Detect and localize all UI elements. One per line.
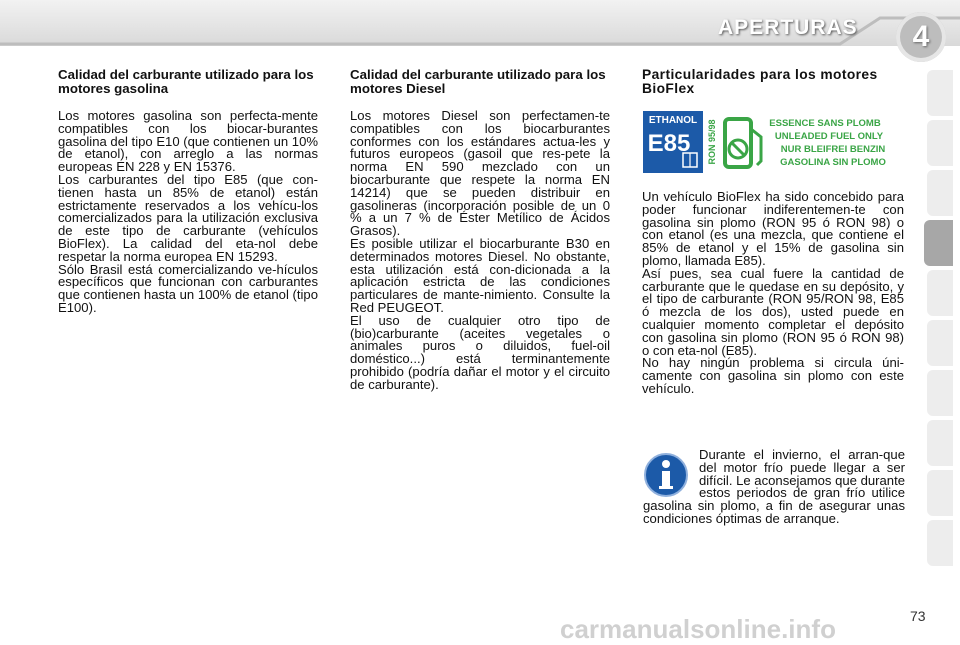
bioflex-paragraph: No hay ningún problema si circula úni-camente con gasolina sin plomo con este vehículo.	[642, 355, 904, 396]
gasoline-paragraph: Sólo Brasil está comercializando ve-hículos específicos que funcionan con carburantes que contienen hasta un 100% de etanol (tipo E100).	[58, 261, 318, 315]
diesel-paragraph: Es posible utilizar el biocarburante B30 en determinados motores Diesel. No obstante, esta utilización está con-dicionada a la aplicación estricta de las condiciones particulares de mante-nimiento. Consulte la Red PEUGEOT.	[350, 235, 610, 315]
gasoline-section	[58, 68, 318, 315]
diesel-paragraph: El uso de cualquier otro tipo de (bio)carburante (aceites vegetales o animales puros o diluidos, fuel-oil doméstico...) está terminantemente prohibido (podría dañar el motor y el circuito de carburante).	[350, 312, 610, 392]
watermark: carmanualsonline.info	[560, 614, 836, 644]
side-tab[interactable]	[927, 70, 953, 116]
side-tab[interactable]	[927, 320, 953, 366]
fuel-label-graphic	[643, 111, 911, 175]
chapter-title: APERTURAS	[718, 16, 858, 39]
side-tab[interactable]	[927, 520, 953, 566]
bioflex-paragraph: Así pues, sea cual fuere la cantidad de carburante que le quedase en su depósito, y el tipo de carburante (RON 95/RON 98, E85 ó mezcla de los dos), usted puede en cualquier momento completar el depósito con gasolina sin plomo (RON 95 ó RON 98) o con eta-nol (E85).	[642, 265, 904, 358]
gasoline-heading: Calidad del carburante utilizado para los motores gasolina	[58, 67, 314, 96]
info-icon	[643, 452, 689, 498]
fuel-line: ESSENCE SANS PLOMB	[769, 118, 881, 129]
fuel-line: GASOLINA SIN PLOMO	[780, 157, 886, 168]
side-tab[interactable]	[927, 420, 953, 466]
chapter-number: 4	[912, 20, 930, 53]
side-tab[interactable]	[927, 120, 953, 166]
bioflex-heading: Particularidades para los motores BioFlex	[642, 67, 878, 96]
ethanol-text: ETHANOL	[648, 115, 698, 126]
diesel-paragraph: Los motores Diesel son perfectamen-te compatibles con los biocarburantes conformes con los estándares actua-les y futuros europeos (gasoil que res-pete la norma EN 590 mezclado con un biocarburante que respete la norma EN 14214) que se pueden distribuir en gasolineras (incorporación posible de un 0 % a un 7 % de Éster Metílico de Ácidos Grasos).	[350, 108, 610, 239]
gasoline-paragraph: Los carburantes del tipo E85 (que con-tienen hasta un 85% de etanol) están estrictamente reservados a los vehícu-los comercializados para la utilización exclusiva de este tipo de carburante (vehículos BioFlex). La calidad del eta-nol debe respetar la norma europea EN 15293.	[58, 171, 318, 264]
info-text: Durante el invierno, el arran-que del motor frío puede llegar a ser difícil. Le aconsejamos que durante estos periodos de gran frío utilice gasolina sin plomo, a fin de asegurar unas condiciones óptimas de arranque.	[643, 447, 905, 526]
page-number: 73	[910, 608, 926, 624]
fuel-line: NUR BLEIFREI BENZIN	[780, 144, 886, 155]
ron-text: RON 95/98	[707, 119, 717, 165]
fuel-pump-icon	[725, 119, 761, 167]
info-box	[643, 449, 905, 526]
side-tab[interactable]	[927, 470, 953, 516]
side-tab[interactable]	[927, 170, 953, 216]
chapter-badge	[896, 12, 946, 62]
fuel-label	[643, 111, 911, 175]
fuel-line: UNLEADED FUEL ONLY	[774, 131, 884, 142]
side-tab-active[interactable]	[924, 220, 953, 266]
side-tab[interactable]	[927, 270, 953, 316]
side-tab[interactable]	[927, 370, 953, 416]
e85-text: E85	[647, 130, 691, 157]
bioflex-paragraph: Un vehículo BioFlex ha sido concebido para poder funcionar indiferentemen-te con gasolina sin plomo (RON 95 ó RON 98) o con etanol (es una mezcla, que contiene el 85% de etanol y el 15% de gasolina sin plomo, llamada E85).	[642, 189, 904, 268]
side-tabs	[927, 70, 953, 575]
diesel-section	[350, 68, 610, 392]
diesel-heading: Calidad del carburante utilizado para los motores Diesel	[350, 67, 606, 96]
gasoline-paragraph: Los motores gasolina son perfecta-mente compatibles con los biocar-burantes gasolina del tipo E10 (que contienen un 10% de etanol), con arreglo a las normas europeas EN 228 y EN 15376.	[58, 108, 318, 175]
